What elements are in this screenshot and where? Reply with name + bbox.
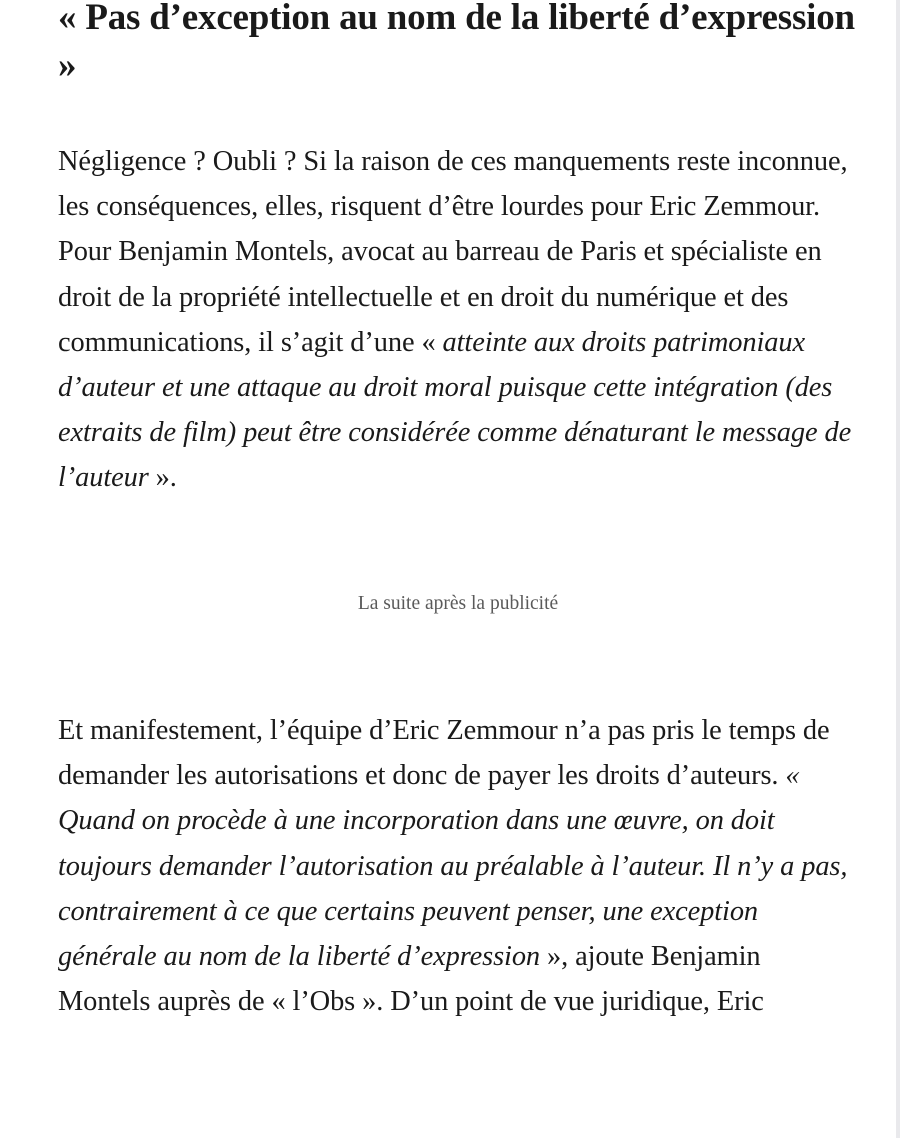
paragraph-text: Négligence ? Oubli ? Si la raison de ces manquements reste inconnue, les conséquences, elles, risquent d’être lourdes pour Eric Zemmour. Pour Benjamin Montels, avocat au barreau de Paris et spécialiste en droit de la propriété intellectuelle et en droit du numérique et des communications, il s’agit d’une « xyxy=(58,146,848,358)
section-heading: « Pas d’exception au nom de la liberté d’expression » xyxy=(58,0,855,86)
paragraph-text: », ajoute Benjamin Montels auprès de « l’Obs ». D’un point de vue juridique, Eric xyxy=(58,941,764,1018)
paragraph-authorization xyxy=(58,708,858,1024)
paragraph-text: ». xyxy=(148,462,177,494)
paragraph-negligence xyxy=(58,139,858,501)
advertisement-label: La suite après la publicité xyxy=(357,593,559,614)
lawyer-quote: atteinte aux droits patrimoniaux d’auteur et une attaque au droit moral puisque cette intégration (des extraits de film) peut être considérée comme dénaturant le message de l’auteur xyxy=(58,326,852,494)
paragraph-text: Et manifestement, l’équipe d’Eric Zemmour n’a pas pris le temps de demander les autorisations et donc de payer les droits d’auteurs. xyxy=(58,715,830,792)
right-edge-divider xyxy=(896,0,900,1138)
article-body xyxy=(58,0,858,1018)
lawyer-quote: « Quand on procède à une incorporation dans une œuvre, on doit toujours demander l’autorisation au préalable à l’auteur. Il n’y a pas, contrairement à ce que certains peuvent penser, une exception générale au nom de la liberté d’expression xyxy=(58,760,848,973)
